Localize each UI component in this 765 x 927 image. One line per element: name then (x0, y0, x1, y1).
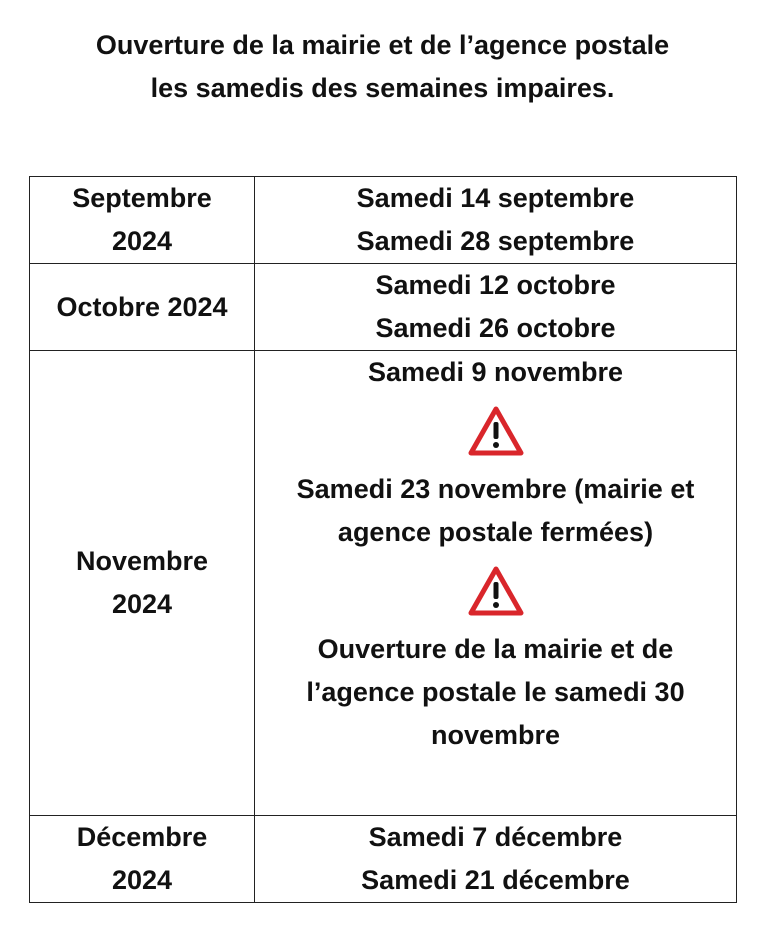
open-notice-line: Ouverture de la mairie et de (317, 634, 674, 664)
date-entry: Samedi 14 septembre (356, 183, 635, 213)
dates-cell-december (255, 816, 737, 903)
warning-triangle-icon (261, 406, 730, 458)
month-label: Octobre 2024 (56, 291, 228, 322)
open-notice-line: l’agence postale le samedi 30 (306, 677, 685, 707)
open-notice (261, 628, 730, 757)
date-entry: Samedi 12 octobre (375, 270, 616, 300)
month-cell-october (30, 264, 255, 351)
dates-cell-september (255, 177, 737, 264)
month-year: 2024 (111, 226, 173, 256)
month-label: Novembre (75, 546, 209, 576)
month-year: 2024 (111, 589, 173, 619)
date-entry: Samedi 28 septembre (356, 226, 635, 256)
month-label: Septembre (72, 183, 212, 213)
month-cell-september (30, 177, 255, 264)
closed-notice (261, 468, 730, 554)
page-title (0, 24, 765, 110)
closed-notice-line: agence postale fermées) (337, 517, 654, 547)
date-entry: Samedi 7 décembre (368, 822, 623, 852)
month-year: 2024 (111, 865, 173, 895)
table-row (30, 177, 737, 264)
title-line-1: Ouverture de la mairie et de l’agence postale (95, 30, 670, 60)
date-entry: Samedi 21 décembre (361, 865, 630, 895)
month-label: Décembre (76, 822, 208, 852)
date-entry: Samedi 26 octobre (375, 313, 616, 343)
open-notice-line: novembre (430, 720, 561, 750)
month-cell-november (30, 351, 255, 816)
date-entry: Samedi 9 novembre (367, 357, 624, 387)
month-cell-december (30, 816, 255, 903)
title-line-2: les samedis des semaines impaires. (150, 73, 615, 103)
opening-schedule-table (29, 176, 737, 903)
warning-triangle-icon (261, 566, 730, 618)
table-row (30, 264, 737, 351)
dates-cell-november (255, 351, 737, 816)
closed-notice-line: Samedi 23 novembre (mairie et (296, 474, 695, 504)
dates-cell-october (255, 264, 737, 351)
table-row (30, 351, 737, 816)
table-row (30, 816, 737, 903)
